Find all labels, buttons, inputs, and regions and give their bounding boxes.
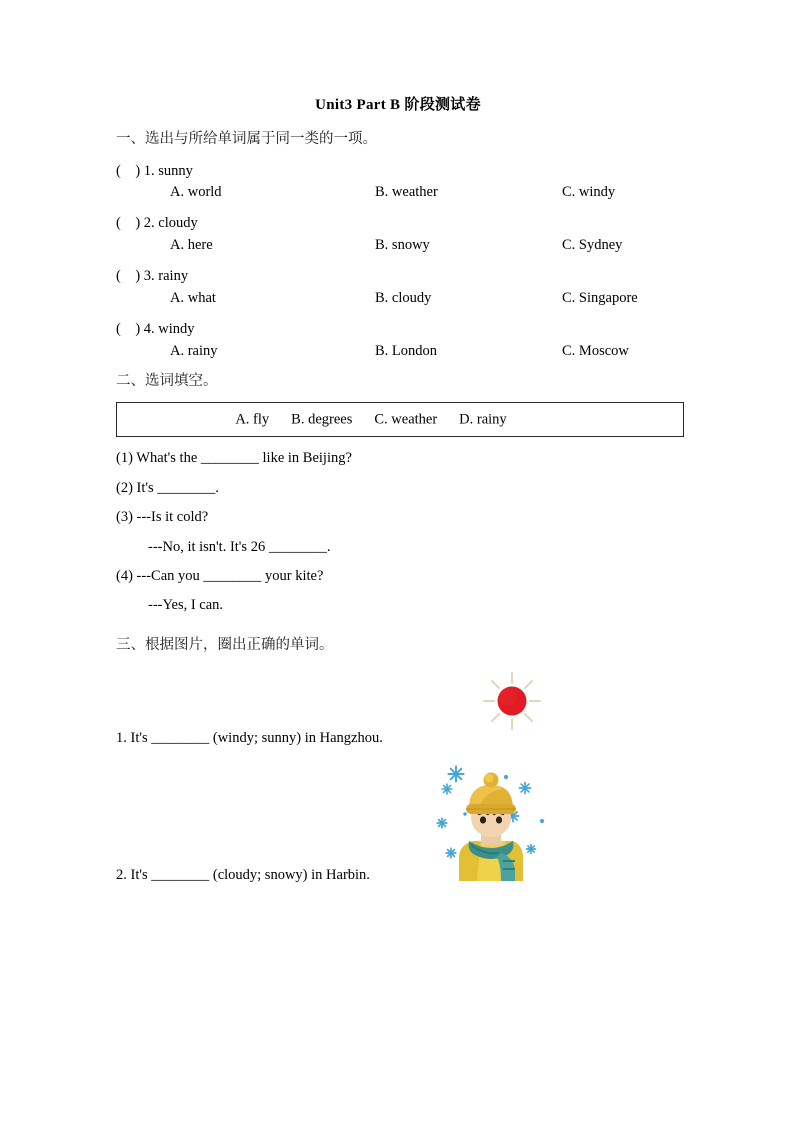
picture-caption-1[interactable]: 1. It's ________ (windy; sunny) in Hangzhou. [116, 729, 383, 746]
mc-option-c[interactable]: C. Moscow [562, 342, 629, 359]
mc-stem: ( ) 2. cloudy [116, 215, 198, 232]
picture-question-1 [116, 670, 684, 750]
snowflake [446, 848, 456, 858]
picture-question-2 [116, 761, 684, 887]
mc-options [116, 184, 684, 208]
word-bank-option-a[interactable]: A. fly [235, 411, 270, 428]
mc-option-c[interactable]: C. Singapore [562, 289, 638, 306]
mc-options [116, 237, 684, 261]
mc-question-3 [116, 266, 684, 314]
fill-question-4[interactable]: (4) ---Can you ________ your kite? [116, 568, 324, 584]
picture-caption-2[interactable]: 2. It's ________ (cloudy; snowy) in Harbin. [116, 867, 370, 884]
child-figure [459, 773, 523, 882]
word-bank-option-d[interactable]: D. rainy [459, 411, 507, 428]
mc-option-a[interactable]: A. rainy [170, 342, 218, 359]
fill-question-1[interactable]: (1) What's the ________ like in Beijing? [116, 450, 352, 467]
page-title: Unit3 Part B 阶段测试卷 [315, 97, 481, 113]
section-1-heading: 一、选出与所给单词属于同一类的一项。 [116, 131, 377, 147]
mc-question-4 [116, 319, 684, 367]
mc-option-a[interactable]: A. what [170, 289, 216, 306]
fill-question-3-answer[interactable]: ---No, it isn't. It's 26 ________. [148, 538, 331, 555]
mc-option-b[interactable]: B. cloudy [375, 289, 432, 306]
mc-option-a[interactable]: A. world [170, 184, 222, 201]
word-bank-option-c[interactable]: C. weather [374, 411, 438, 428]
worksheet-content [116, 96, 684, 887]
mc-option-a[interactable]: A. here [170, 237, 213, 254]
snowflake [437, 818, 447, 828]
section-3-heading: 三、根据图片，圈出正确的单词。 [116, 636, 334, 653]
snowflake [442, 784, 452, 794]
snowflake [527, 845, 536, 854]
fill-question-3[interactable]: (3) ---Is it cold? [116, 509, 209, 526]
mc-question-2 [116, 213, 684, 261]
sun-icon [481, 670, 543, 732]
fill-question-2[interactable]: (2) It's ________. [116, 479, 219, 496]
snowflake [448, 767, 463, 782]
mc-options [116, 343, 684, 367]
mc-question-1 [116, 161, 684, 209]
mc-option-b[interactable]: B. snowy [375, 237, 430, 254]
section-2-heading: 二、选词填空。 [116, 372, 218, 389]
mc-options [116, 290, 684, 314]
mc-stem: ( ) 4. windy [116, 320, 195, 337]
snowy-child-icon [429, 761, 554, 881]
mc-option-c[interactable]: C. windy [562, 184, 616, 201]
mc-option-b[interactable]: B. weather [375, 184, 438, 201]
word-bank-options [117, 411, 683, 428]
snowflake [519, 783, 530, 794]
mc-stem: ( ) 1. sunny [116, 162, 193, 179]
mc-option-b[interactable]: B. London [375, 342, 438, 359]
word-bank-box [116, 402, 684, 437]
mc-option-c[interactable]: C. Sydney [562, 237, 623, 254]
word-bank-option-b[interactable]: B. degrees [291, 411, 353, 428]
fill-question-4-answer[interactable]: ---Yes, I can. [148, 597, 224, 614]
mc-stem: ( ) 3. rainy [116, 268, 189, 285]
